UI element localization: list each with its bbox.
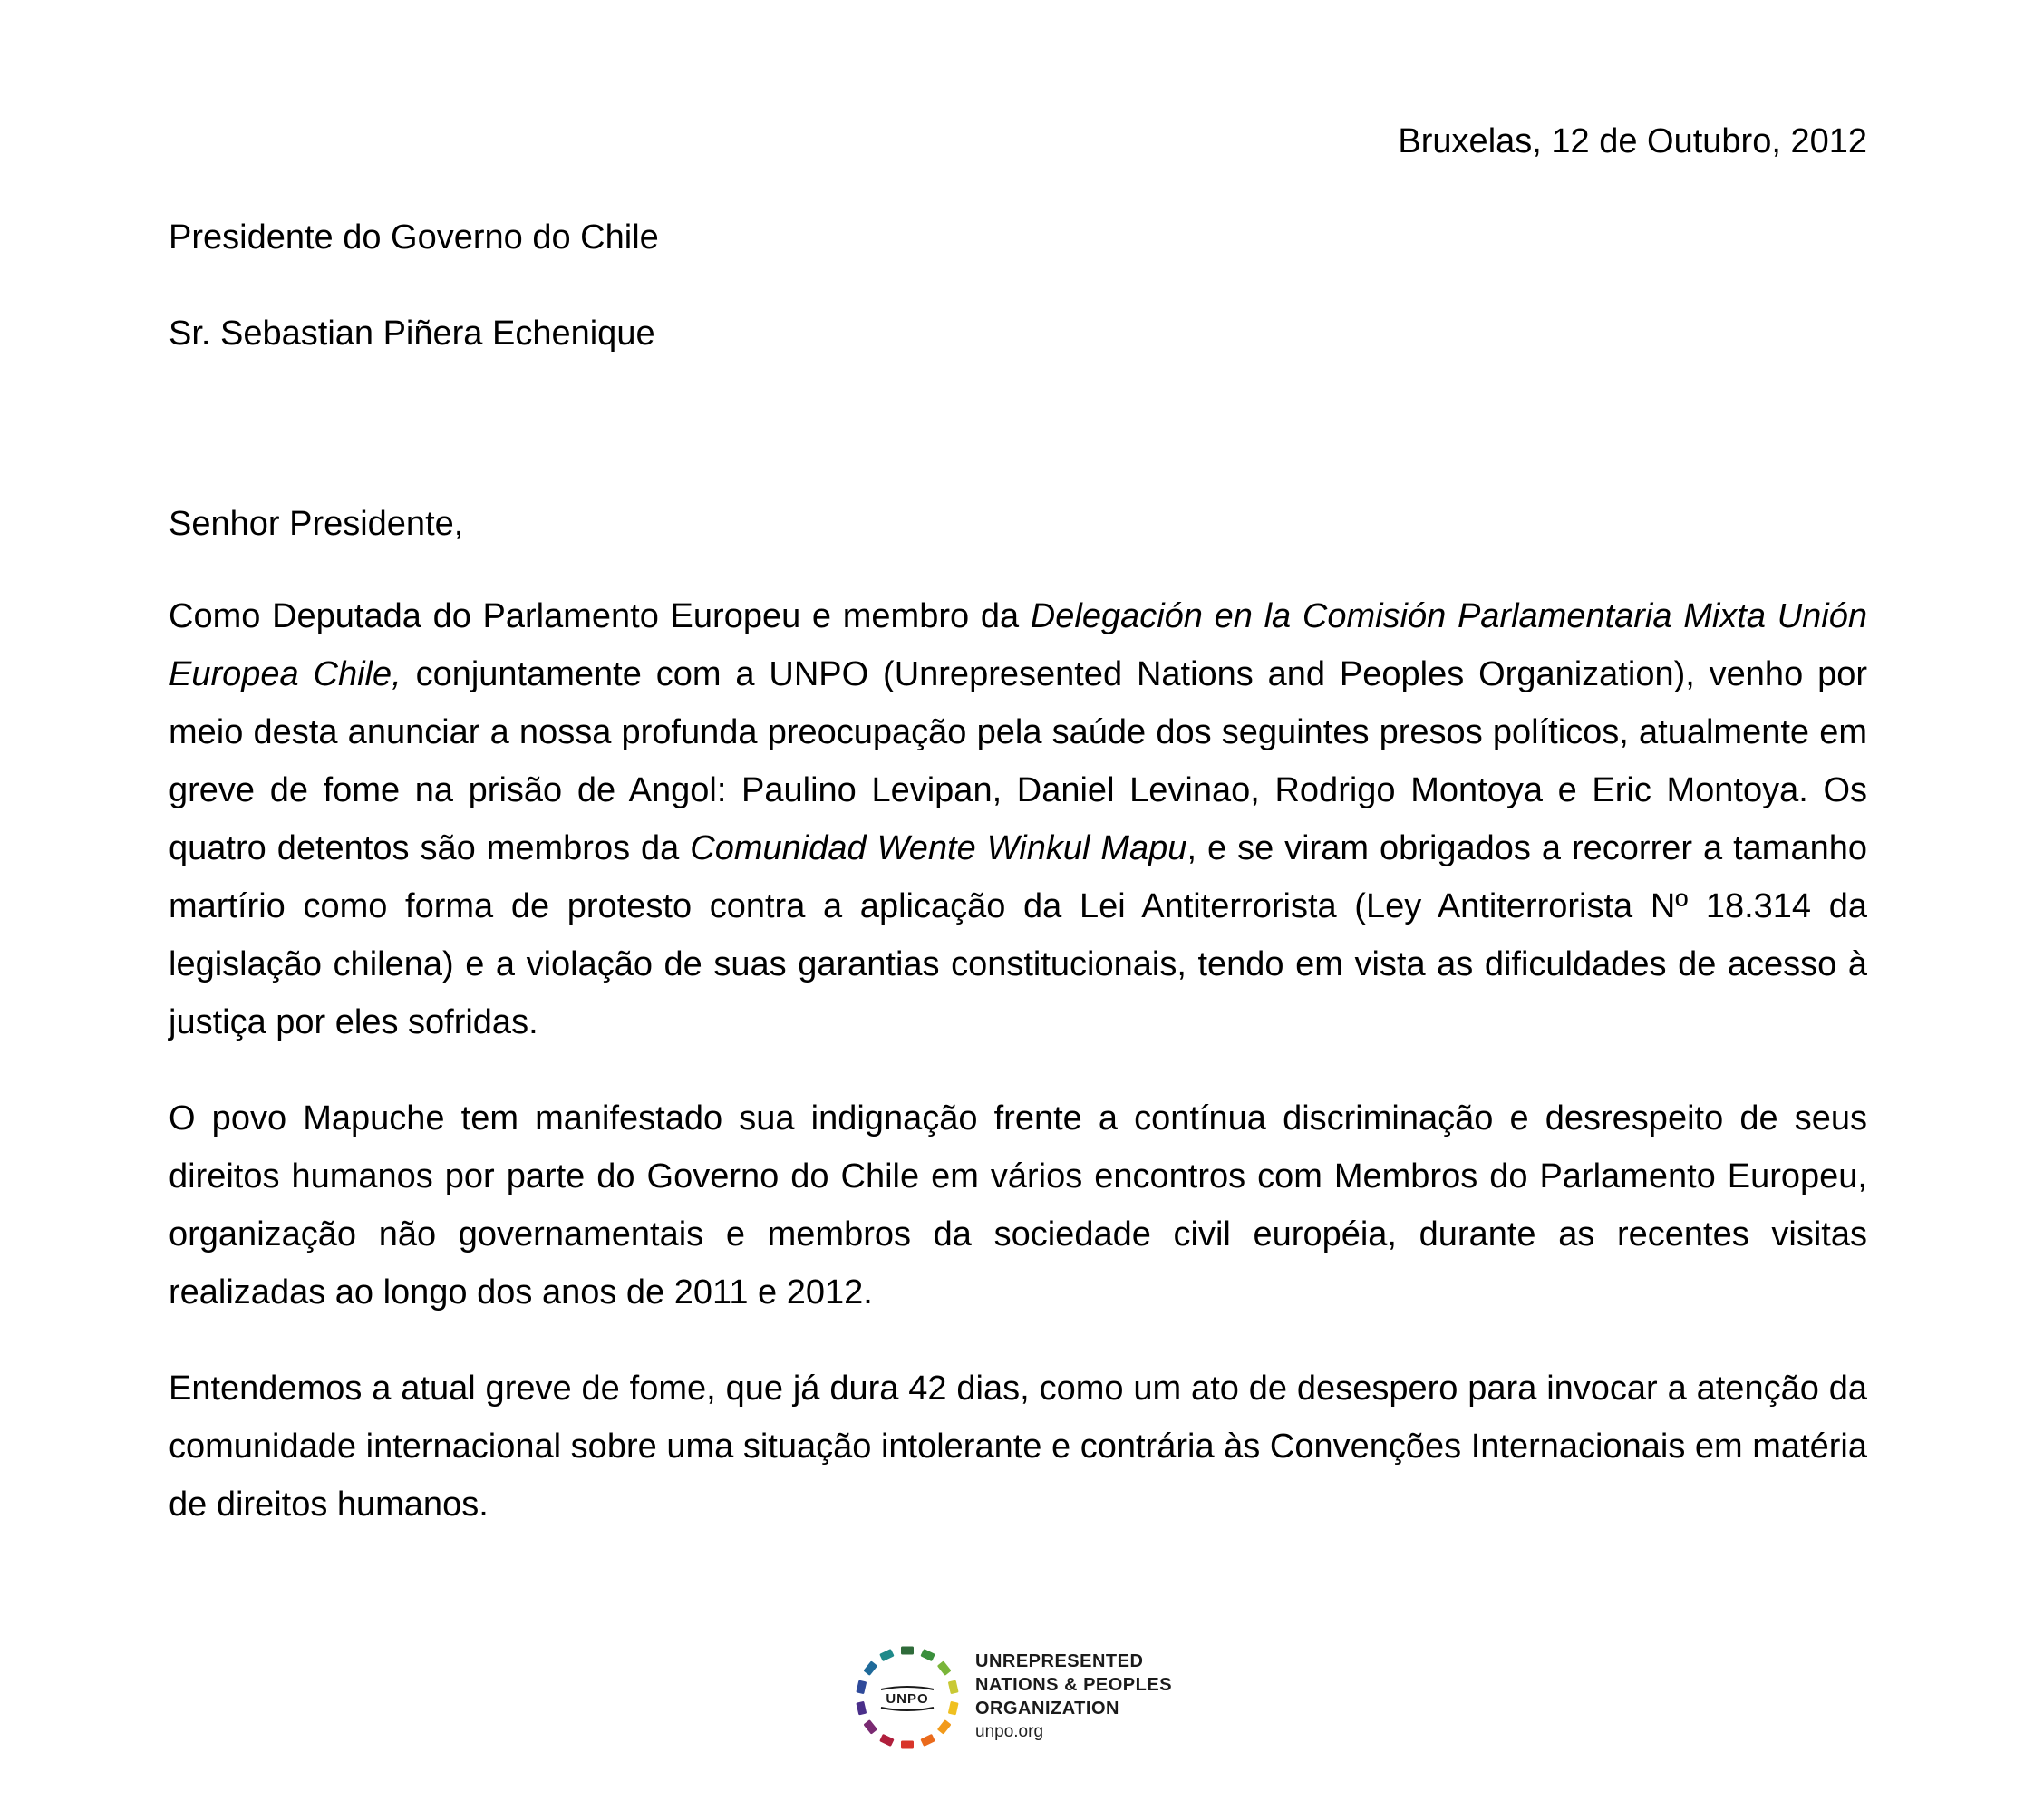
paragraph-1-part-c: conjuntamente com a UNPO (Unrepresented Nations and Peoples Organization), venho por meio desta anunciar a nossa profunda preocupação pela saúde dos seguintes presos políticos, atualmente em greve de fome na prisão de Angol: Paulino Levipan, Daniel Levinao, Rodrigo Montoya e Eric Montoya. Os quatro detentos são membros da <box>169 655 1867 867</box>
logo-line-3: ORGANIZATION <box>975 1699 1119 1718</box>
unpo-logo <box>848 1639 1202 1757</box>
paragraph-1 <box>169 587 1867 1051</box>
emblem-ring-segment <box>937 1719 952 1735</box>
logo-line-2: NATIONS & PEOPLES <box>975 1675 1173 1695</box>
emblem-ring-segment <box>879 1649 895 1661</box>
emblem-ring-segment <box>920 1649 935 1661</box>
emblem-text: UNPO <box>886 1691 929 1707</box>
emblem-ring-segment <box>920 1734 935 1747</box>
emblem-ring-segment <box>948 1680 959 1695</box>
unpo-emblem-icon <box>848 1639 966 1757</box>
logo-line-1: UNREPRESENTED <box>975 1651 1144 1671</box>
emblem-ring-segment <box>856 1680 867 1695</box>
logo-url: unpo.org <box>975 1722 1044 1741</box>
salutation: Senhor Presidente, <box>169 505 464 543</box>
emblem-ring-segment <box>948 1701 959 1716</box>
emblem-ring-segment <box>856 1701 867 1716</box>
paragraph-2: O povo Mapuche tem manifestado sua indignação frente a contínua discriminação e desrespeito de seus direitos humanos por parte do Governo do Chile em vários encontros com Membros do Parlamento Europeu, organização não governamentais e membros da sociedade civil européia, durante as recentes visitas realizadas ao longo dos anos de 2011 e 2012. <box>169 1099 1867 1312</box>
letter-date: Bruxelas, 12 de Outubro, 2012 <box>1398 122 1867 160</box>
recipient-title: Presidente do Governo do Chile <box>169 218 659 257</box>
emblem-ring-segment <box>901 1741 914 1749</box>
emblem-ring-segment <box>863 1719 877 1735</box>
emblem-ring-segment <box>863 1660 877 1676</box>
community-name: Comunidad Wente Winkul Mapu <box>690 829 1187 867</box>
paragraph-3: Entendemos a atual greve de fome, que já dura 42 dias, como um ato de desespero para invocar a atenção da comunidade internacional sobre uma situação intolerante e contrária às Convenções Internacionais em matéria de direitos humanos. <box>169 1370 1867 1524</box>
emblem-ring-segment <box>901 1647 914 1655</box>
letter-body <box>169 116 1867 1534</box>
emblem-ring-segment <box>937 1660 952 1676</box>
emblem-ring-segment <box>879 1734 895 1747</box>
logo-wordmark <box>975 1650 1211 1744</box>
paragraph-1-part-a: Como Deputada do Parlamento Europeu e membro da <box>169 597 1031 635</box>
delegation-name: Delegación en la Comisión Parlamentaria Mixta Unión Europea Chile, <box>169 597 1867 693</box>
recipient-name: Sr. Sebastian Piñera Echenique <box>169 315 655 353</box>
paragraph-1-part-e: , e se viram obrigados a recorrer a tamanho martírio como forma de protesto contra a aplicação da Lei Antiterrorista (Ley Antiterrorista Nº 18.314 da legislação chilena) e a violação de suas garantias constitucionais, tendo em vista as dificuldades de acesso à justiça por eles sofridas. <box>169 829 1867 1041</box>
